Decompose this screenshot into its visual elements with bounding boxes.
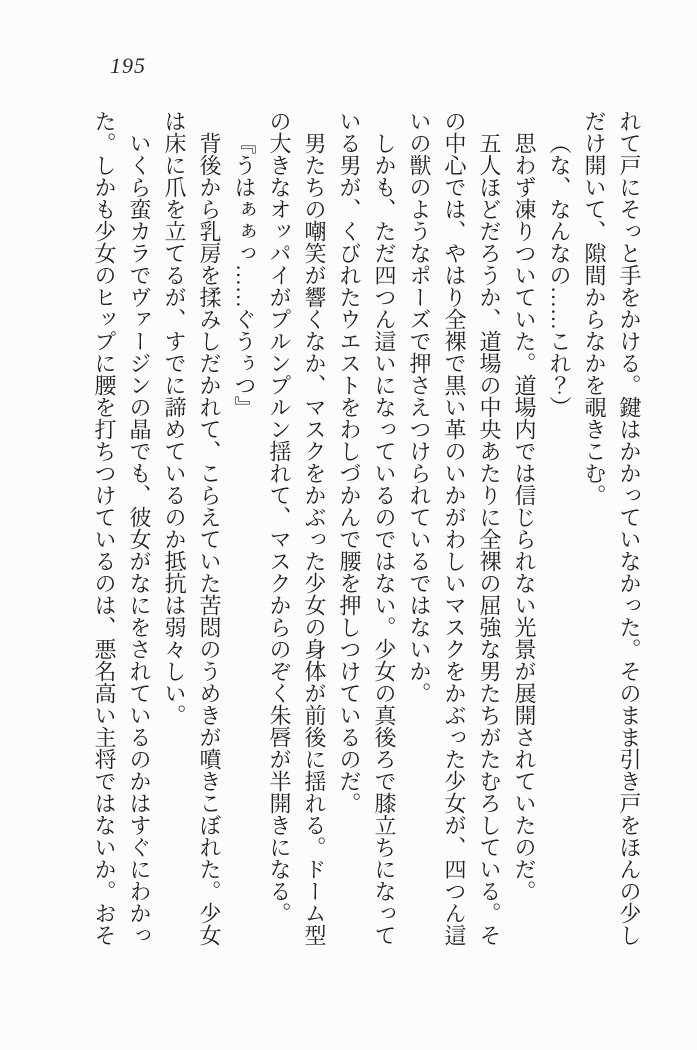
- page-number: 195: [110, 53, 146, 78]
- text-line: れて戸にそっと手をかける。鍵はかかっていなかった。そのまま引き戸をほんの少し: [617, 110, 642, 946]
- text-line: た。しかも少女のヒップに腰を打ちつけているのは、悪名高い主将ではないか。おそ: [92, 110, 117, 946]
- text-line: いくら蛮カラでヴァージンの晶でも、彼女がなにをされているのかはすぐにわかっ: [127, 132, 152, 946]
- text-line: 思わず凍りついていた。道場内では信じられない光景が展開されていたのだ。: [512, 132, 537, 902]
- text-line: いる男が、くびれたウエストをわしづかんで腰を押しつけているのだ。: [337, 110, 362, 814]
- text-line: 『うはぁぁっ……ぐうぅつ』: [232, 132, 257, 418]
- text-line: （な、なんなの……これ？）: [547, 132, 572, 418]
- text-line: だけ開いて、隙間からなかを覗きこむ。: [582, 110, 607, 506]
- text-line: しかも、ただ四つん這いになっているのではない。少女の真後ろで膝立ちになって: [372, 132, 397, 946]
- text-line: 男たちの嘲笑が響くなか、マスクをかぶった少女の身体が前後に揺れる。ドーム型: [302, 132, 327, 946]
- text-line: は床に爪を立てるが、すでに諦めているのか抵抗は弱々しい。: [162, 110, 187, 726]
- text-line: 五人ほどだろうか、道場の中央あたりに全裸の屈強な男たちがたむろしている。そ: [477, 132, 502, 946]
- text-line: いの獣のようなポーズで押さえつけられているではないか。: [407, 110, 432, 704]
- text-line: の中心では、やはり全裸で黒い革のいかがわしいマスクをかぶった少女が、四つん這: [442, 110, 467, 946]
- text-line: の大きなオッパイがプルンプルン揺れて、マスクからのぞく朱唇が半開きになる。: [267, 110, 292, 924]
- body-text: [87, 110, 647, 954]
- text-line: 背後から乳房を揉みしだかれて、こらえていた苦悶のうめきが噴きこぼれた。少女: [197, 132, 222, 946]
